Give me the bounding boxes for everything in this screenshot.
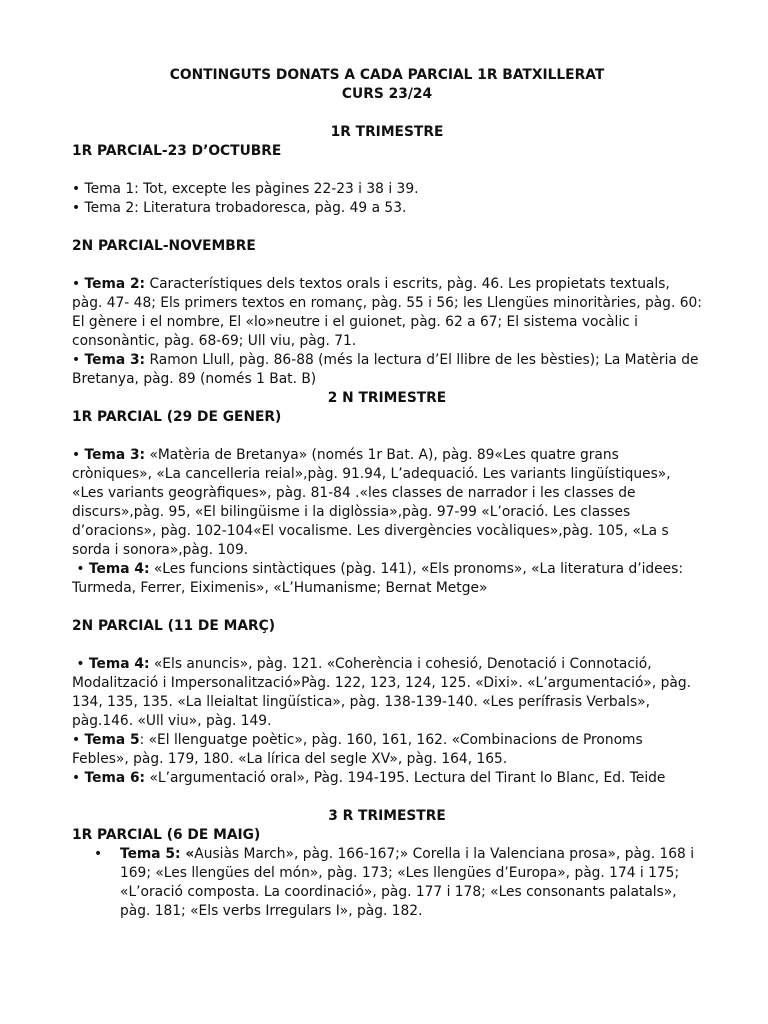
trimester-heading-1: 1R TRIMESTRE <box>330 124 444 140</box>
topic-text: Ausiàs March», pàg. 166-167;» Corella i la Valenciana prosa», pàg. 168 i 169; «Les llengües del món», pàg. 173; «Les llengües d’Europa», pàg. 174 i 175; «L’oració composta. La coordinació», pàg. 177 i 178; «Les consonants palatals», pàg. 181; «Els verbs Irregulars I», pàg. 182. <box>120 846 695 919</box>
topic-text: «Matèria de Bretanya» (només 1r Bat. A), pàg. 89«Les quatre grans cròniques», «La cancelleria reial»,pàg. 91.94, L’adequació. Les variants lingüístiques», «Les variants geogràfiques», pàg. 81-84 .«les classes de narrador i les classes de discurs»,pàg. 95, «El bilingüisme i la diglòssia»,pàg. 97-99 «L’oració. Les classes d’oracions», pàg. 102-104«El vocalisme. Les divergències vocàliques»,pàg. 105, «La s sorda i sonora»,pàg. 109. <box>72 447 671 558</box>
doc-title-line2: CURS 23/24 <box>341 86 433 102</box>
bullet: • <box>72 656 89 672</box>
topic-label: Tema 4: <box>88 656 150 672</box>
topic-text: Ramon Llull, pàg. 86-88 (més la lectura d’El llibre de les bèsties); La Matèria de Bretanya, pàg. 89 (només 1 Bat. B) <box>72 352 699 387</box>
topic-label: Tema 5 <box>84 732 140 748</box>
topic-label: Tema 2: <box>84 276 146 292</box>
topic-item <box>72 446 702 560</box>
partial-heading-t1-p2: 2N PARCIAL-NOVEMBRE <box>72 238 256 254</box>
topic-label: Tema 6: <box>84 770 146 786</box>
topic-item: • Tema 1: Tot, excepte les pàgines 22-23 i 38 i 39. <box>72 181 419 197</box>
partial-heading-t2-p1: 1R PARCIAL (29 DE GENER) <box>72 409 282 425</box>
topic-item <box>72 655 702 731</box>
topic-item <box>72 275 702 351</box>
bullet: • <box>72 447 85 463</box>
topic-text: «Els anuncis», pàg. 121. «Coherència i cohesió, Denotació i Connotació, Modalització i Impersonalització»Pàg. 122, 123, 124, 125. «Dixi». «L’argumentació», pàg. 134, 135, 135. «La lleialtat lingüística», pàg. 138-139-140. «Les perífrasis Verbals», pàg.146. «Ull viu», pàg. 149. <box>72 656 691 729</box>
bullet: • <box>72 770 85 786</box>
trimester-heading-3: 3 R TRIMESTRE <box>328 808 446 824</box>
partial-heading-t1-p1: 1R PARCIAL-23 D’OCTUBRE <box>72 143 282 159</box>
topic-item <box>72 731 702 769</box>
doc-title-line1: CONTINGUTS DONATS A CADA PARCIAL 1R BATXILLERAT <box>169 67 605 83</box>
topic-text: «Les funcions sintàctiques (pàg. 141), «Els pronoms», «La literatura d’idees: Turmeda, Ferrer, Eiximenis», «L’Humanisme; Bernat Metge» <box>72 561 683 596</box>
topic-text: «L’argumentació oral», Pàg. 194-195. Lectura del Tirant lo Blanc, Ed. Teide <box>145 770 666 786</box>
trimester-heading-2: 2 N TRIMESTRE <box>327 390 447 406</box>
list-item <box>72 845 702 921</box>
bullet: • <box>72 561 89 577</box>
topic-label: Tema 3: <box>84 447 146 463</box>
topic-item <box>72 560 702 598</box>
topic-item: • Tema 2: Literatura trobadoresca, pàg. 49 a 53. <box>72 200 407 216</box>
topic-item <box>72 351 702 389</box>
topic-label: Tema 4: <box>88 561 150 577</box>
topic-item <box>72 769 702 788</box>
document-content <box>72 66 702 921</box>
topic-label: Tema 5: « <box>120 846 195 862</box>
bullet: • <box>94 846 103 862</box>
bullet: • <box>72 276 85 292</box>
bullet: • <box>72 732 85 748</box>
topic-text: : «El llenguatge poètic», pàg. 160, 161, 162. «Combinacions de Pronoms Febles», pàg. 179, 180. «La lírica del segle XV», pàg. 164, 165. <box>72 732 643 767</box>
bullet: • <box>72 352 85 368</box>
partial-heading-t3-p1: 1R PARCIAL (6 DE MAIG) <box>72 827 261 843</box>
topic-label: Tema 3: <box>84 352 146 368</box>
topic-list <box>72 845 702 921</box>
partial-heading-t2-p2: 2N PARCIAL (11 DE MARÇ) <box>72 618 276 634</box>
topic-text: Característiques dels textos orals i escrits, pàg. 46. Les propietats textuals, pàg. 47- 48; Els primers textos en romanç, pàg. 55 i 56; les Llengües minoritàries, pàg. 60: El gènere i el nombre, El «lo»neutre i el guionet, pàg. 62 a 67; El sistema vocàlic i consonàntic, pàg. 68-69; Ull viu, pàg. 71. <box>72 276 702 349</box>
